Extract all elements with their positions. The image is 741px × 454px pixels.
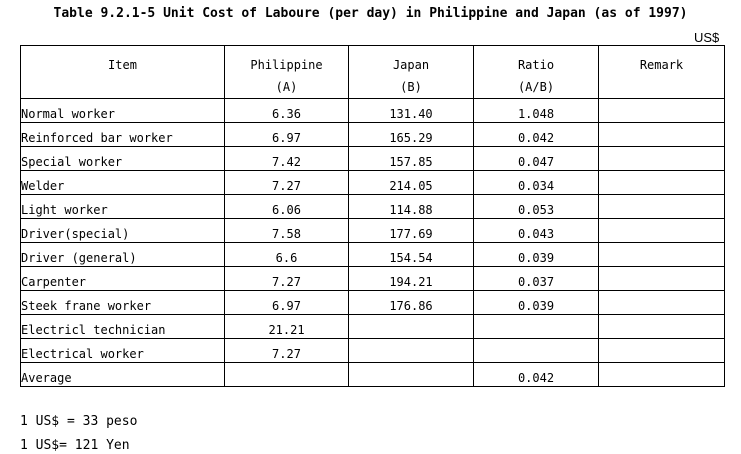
cell-item: Average xyxy=(21,363,225,387)
currency-unit-label: US$ xyxy=(694,30,720,45)
table-row xyxy=(21,171,725,195)
cell-remark xyxy=(599,315,725,339)
cell-item: Carpenter xyxy=(21,267,225,291)
table-header-row xyxy=(21,46,725,99)
table-row xyxy=(21,195,725,219)
cell-japan xyxy=(349,339,474,363)
cell-philippine: 6.97 xyxy=(225,123,349,147)
cell-philippine xyxy=(225,363,349,387)
cell-philippine: 7.58 xyxy=(225,219,349,243)
cell-remark xyxy=(599,99,725,123)
cell-remark xyxy=(599,219,725,243)
cell-japan: 165.29 xyxy=(349,123,474,147)
cell-remark xyxy=(599,291,725,315)
cell-remark xyxy=(599,243,725,267)
cell-ratio: 0.042 xyxy=(474,363,599,387)
cell-ratio: 0.043 xyxy=(474,219,599,243)
header-item xyxy=(21,46,225,99)
table-row xyxy=(21,219,725,243)
cell-ratio: 0.047 xyxy=(474,147,599,171)
cell-item: Reinforced bar worker xyxy=(21,123,225,147)
cell-ratio: 0.039 xyxy=(474,291,599,315)
header-remark xyxy=(599,46,725,99)
cell-item: Steek frane worker xyxy=(21,291,225,315)
cell-ratio: 0.042 xyxy=(474,123,599,147)
cell-ratio: 0.039 xyxy=(474,243,599,267)
cell-ratio: 0.034 xyxy=(474,171,599,195)
header-philippine-sub: (A) xyxy=(275,80,298,94)
cell-item: Driver(special) xyxy=(21,219,225,243)
header-philippine xyxy=(225,46,349,99)
cell-philippine: 6.06 xyxy=(225,195,349,219)
cell-japan: 131.40 xyxy=(349,99,474,123)
header-japan-sub: (B) xyxy=(400,80,422,94)
cell-item: Electrical worker xyxy=(21,339,225,363)
header-japan xyxy=(349,46,474,99)
header-ratio xyxy=(474,46,599,99)
labour-cost-table xyxy=(20,45,725,387)
cell-remark xyxy=(599,339,725,363)
cell-japan: 214.05 xyxy=(349,171,474,195)
cell-remark xyxy=(599,171,725,195)
cell-japan: 114.88 xyxy=(349,195,474,219)
table-row-average xyxy=(21,363,725,387)
table-row xyxy=(21,339,725,363)
cell-item: Normal worker xyxy=(21,99,225,123)
cell-item: Driver (general) xyxy=(21,243,225,267)
exchange-rate-note-yen: 1 US$= 121 Yen xyxy=(20,438,130,453)
cell-ratio xyxy=(474,339,599,363)
cell-japan: 177.69 xyxy=(349,219,474,243)
exchange-rate-note-peso: 1 US$ = 33 peso xyxy=(20,414,138,429)
table-row xyxy=(21,99,725,123)
cell-japan xyxy=(349,363,474,387)
table-row xyxy=(21,243,725,267)
cell-philippine: 21.21 xyxy=(225,315,349,339)
table-row xyxy=(21,291,725,315)
cell-philippine: 6.6 xyxy=(225,243,349,267)
cell-philippine: 6.97 xyxy=(225,291,349,315)
cell-remark xyxy=(599,123,725,147)
cell-item: Welder xyxy=(21,171,225,195)
cell-remark xyxy=(599,147,725,171)
cell-philippine: 7.27 xyxy=(225,171,349,195)
cell-philippine: 7.27 xyxy=(225,267,349,291)
header-philippine-label: Philippine xyxy=(250,58,323,72)
cell-ratio: 0.037 xyxy=(474,267,599,291)
cell-philippine: 7.42 xyxy=(225,147,349,171)
cell-japan: 157.85 xyxy=(349,147,474,171)
cell-ratio: 0.053 xyxy=(474,195,599,219)
table-title: Table 9.2.1-5 Unit Cost of Laboure (per day) in Philippine and Japan (as of 1997) xyxy=(53,6,688,21)
cell-japan: 194.21 xyxy=(349,267,474,291)
header-item-label: Item xyxy=(108,58,137,72)
cell-philippine: 6.36 xyxy=(225,99,349,123)
cell-japan xyxy=(349,315,474,339)
cell-japan: 176.86 xyxy=(349,291,474,315)
cell-remark xyxy=(599,267,725,291)
header-ratio-sub: (A/B) xyxy=(517,80,555,94)
header-remark-label: Remark xyxy=(639,58,684,72)
cell-remark xyxy=(599,195,725,219)
cell-japan: 154.54 xyxy=(349,243,474,267)
cell-item: Light worker xyxy=(21,195,225,219)
table-row xyxy=(21,267,725,291)
header-japan-label: Japan xyxy=(392,58,430,72)
cell-remark xyxy=(599,363,725,387)
header-ratio-label: Ratio xyxy=(517,58,555,72)
cell-item: Special worker xyxy=(21,147,225,171)
table-row xyxy=(21,123,725,147)
table-row xyxy=(21,147,725,171)
cell-ratio: 1.048 xyxy=(474,99,599,123)
cell-philippine: 7.27 xyxy=(225,339,349,363)
cell-item: Electricl technician xyxy=(21,315,225,339)
cell-ratio xyxy=(474,315,599,339)
table-row xyxy=(21,315,725,339)
